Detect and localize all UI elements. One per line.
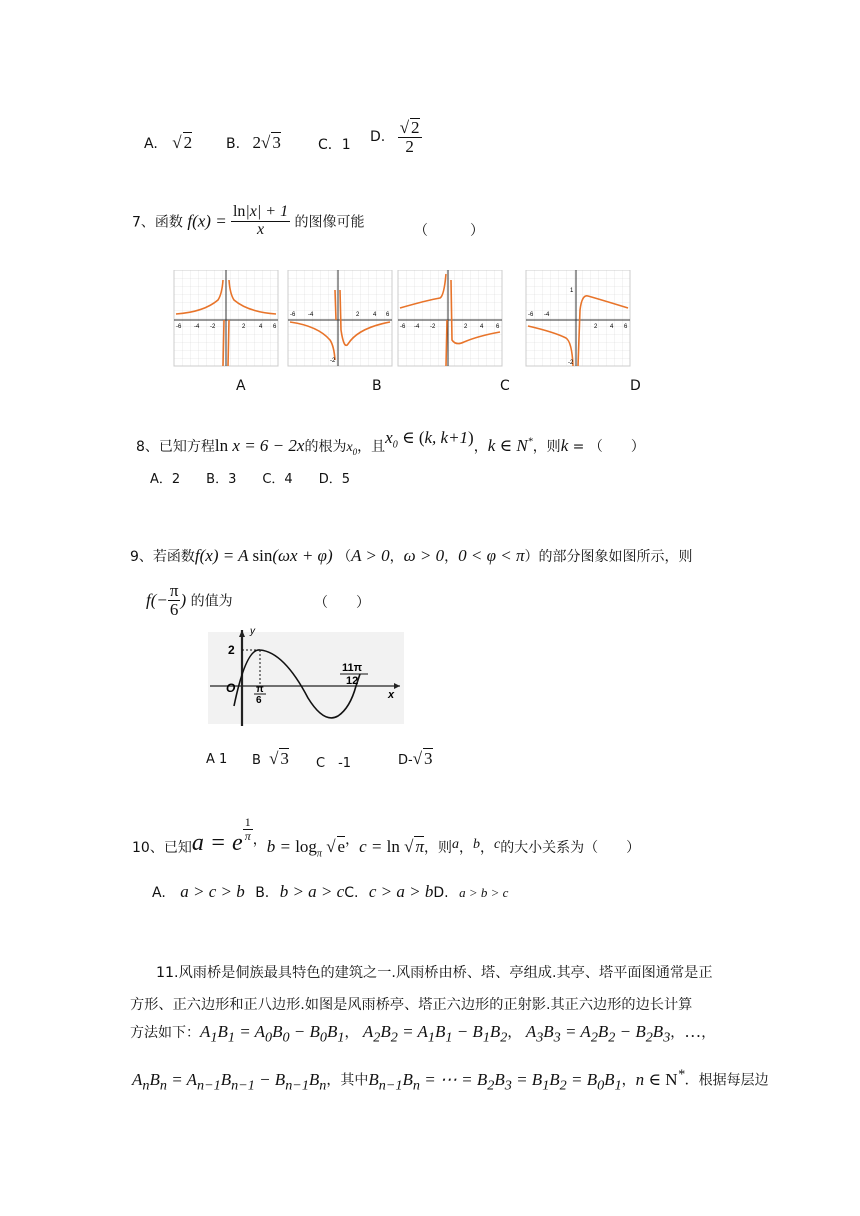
graph-a [174, 270, 278, 366]
svg-text:-4: -4 [194, 324, 200, 330]
q11-line4-suffix: ．根据每层边 [684, 1072, 769, 1089]
q6-option-d: D. $\frac{√ 2}{2}$ [370, 118, 420, 156]
svg-text:4: 4 [480, 324, 484, 330]
q6-option-b: B. 2√ 3 [226, 133, 281, 152]
svg-text:-2: -2 [330, 358, 336, 364]
svg-text:4: 4 [373, 312, 377, 318]
q9-option-d: D-√ 3 [398, 749, 433, 768]
q8-then: ，则 [532, 439, 561, 455]
q10-options: A. a > c > b B. b > a > cC. c > a > bD. a > b > c [152, 882, 509, 901]
svg-text:-6: -6 [400, 324, 406, 330]
q9-suffix: ）的部分图象如图所示，则 [524, 549, 693, 565]
q8-paren: （ ） [588, 439, 645, 455]
graph-label-b: B [372, 378, 382, 394]
graph-d [526, 270, 630, 366]
q9-x-label: x [388, 689, 395, 701]
q9-tick1-den: 6 [256, 695, 262, 706]
svg-text:-2: -2 [568, 360, 574, 366]
q10-option-b-label: B. [255, 885, 270, 901]
q9-option-a: A 1 [206, 752, 228, 767]
q9-origin: O [226, 681, 236, 695]
q10-option-d-label: D. [433, 885, 449, 901]
graph-label-d: D [630, 378, 641, 394]
svg-text:-6: -6 [528, 312, 534, 318]
svg-text:4: 4 [259, 324, 263, 330]
q6-option-b-label: B. [226, 136, 241, 152]
q10-then: ，则 [423, 840, 452, 856]
graph-label-c: C [500, 378, 510, 394]
q9-cond-open: （ [337, 549, 352, 565]
q8-mid: 的根为 [304, 439, 347, 455]
q9-prefix: 9、若函数 [130, 549, 195, 565]
svg-text:2: 2 [242, 324, 246, 330]
graph-label-a: A [236, 378, 246, 394]
svg-text:6: 6 [624, 324, 628, 330]
q8-comma: ， [473, 439, 488, 455]
q7-answer-paren: （ ） [414, 223, 484, 239]
q10-stem: 10、已知a = e $\frac{1}{\pi}$ ，$b = \log_\pi$ √ e，c = ln √ π，则a，b，c的大小关系为（ ） [132, 815, 641, 860]
q6-option-d-label: D. [370, 128, 386, 145]
q6-option-a: A. √ 2 [144, 133, 193, 152]
q9-option-d-label: D- [398, 753, 413, 768]
q7-graphs [172, 270, 632, 368]
svg-text:-6: -6 [176, 324, 182, 330]
q11-line4-mid: ，其中 [326, 1072, 369, 1089]
q8-stem: 8、已知方程ln x = 6 − 2x的根为$x_0$，且$x_0$ ∈ (k, k+1)，k ∈ N*，则k = （ ） [136, 428, 645, 457]
q8-options: A．2 B．3 C．4 D．5 [150, 472, 350, 487]
graph-b [288, 270, 392, 366]
q6-option-c: C．1 [318, 137, 351, 153]
q9-y-label: y [250, 628, 255, 637]
svg-text:-4: -4 [414, 324, 420, 330]
q6-option-a-label: A. [144, 136, 158, 152]
svg-text:2: 2 [464, 324, 468, 330]
q8-prefix: 8、已知方程 [136, 439, 215, 455]
svg-text:6: 6 [496, 324, 500, 330]
svg-text:2: 2 [594, 324, 598, 330]
svg-text:6: 6 [386, 312, 390, 318]
svg-text:4: 4 [610, 324, 614, 330]
q9-option-b-label: B [252, 753, 261, 768]
q9-tick1: π [256, 684, 264, 695]
q9-tick2-den: 12 [346, 675, 359, 687]
q11-line4: $A_nB_n = A_{n-1}B_{n-1} - B_{n-1}B_n$，其中$B_{n-1}B_n$ = ⋯ = $B_2B_3 = B_1B_2 = B_0B_1$，n ∈ N*．根据每层边 [132, 1066, 769, 1094]
q10-suffix: 的大小关系为（ ） [500, 840, 641, 856]
q7-suffix: 的图像可能 [294, 214, 365, 231]
q7-prefix: 7、函数 [132, 214, 183, 231]
q9-tick2: 11π [342, 662, 363, 674]
q11-line2: 方形、正六边形和正八边形.如图是风雨桥亭、塔正六边形的正射影.其正六边形的边长计算 [130, 997, 693, 1013]
svg-text:-6: -6 [290, 312, 296, 318]
graph-c [398, 270, 502, 366]
svg-text:2: 2 [356, 312, 360, 318]
svg-text:-4: -4 [544, 312, 550, 318]
q10-prefix: 10、已知 [132, 840, 192, 856]
q9-paren: （ ） [314, 595, 370, 611]
q7-stem: 7、函数 f(x) = $\frac{\ln|x| + 1}{x}$ 的图像可能 [132, 203, 365, 238]
svg-text:-2: -2 [430, 324, 436, 330]
q11-line3: 方法如下：$A_1B_1 = A_0B_0 - B_0B_1$， $A_2B_2 = A_1B_1 - B_1B_2$， $A_3B_3 = A_2B_2 - B_2B_3$，…， [130, 1022, 716, 1046]
q9-stem: 9、若函数f(x) = A sin(ωx + φ) （A > 0，ω > 0，0 < φ < π）的部分图象如图所示，则 [130, 546, 693, 565]
q10-option-c-label: C. [344, 885, 359, 901]
svg-text:-2: -2 [210, 324, 216, 330]
q8-and: ，且 [357, 439, 386, 455]
q9-value-line: f(− $\frac{\pi}{6}$ ) 的值为 [146, 581, 233, 619]
q9-max: 2 [228, 643, 235, 657]
q9-value-of: 的值为 [190, 593, 233, 610]
q9-option-b: B √ 3 [252, 749, 289, 768]
q9-option-c: C -1 [316, 756, 352, 771]
svg-text:6: 6 [273, 324, 277, 330]
q11-line3-prefix: 方法如下： [130, 1025, 200, 1041]
q9-graph [204, 628, 404, 728]
svg-text:-4: -4 [308, 312, 314, 318]
q10-option-a-label: A. [152, 885, 166, 901]
svg-text:1: 1 [570, 288, 574, 294]
q11-line1: 11.风雨桥是侗族最具特色的建筑之一.风雨桥由桥、塔、亭组成.其亭、塔平面图通常是正 [156, 965, 713, 981]
